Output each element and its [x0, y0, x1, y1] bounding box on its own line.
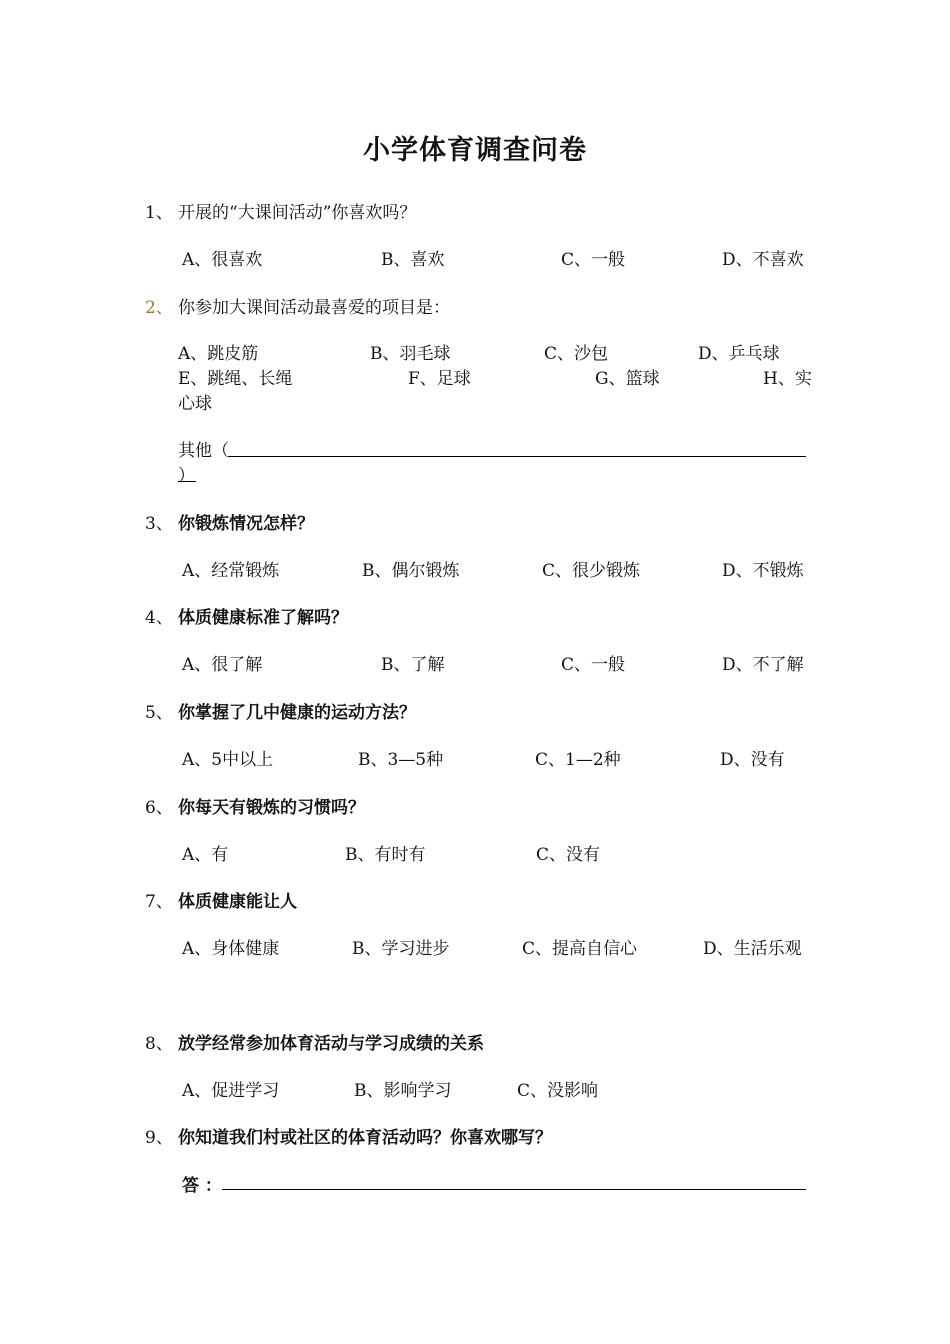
option-c[interactable]: C、很少锻炼	[542, 561, 641, 581]
option-d[interactable]: D、没有	[720, 750, 785, 770]
answer-label: 答 ：	[182, 1176, 222, 1196]
question-number: 3、	[145, 514, 173, 534]
option-a[interactable]: A、很喜欢	[182, 250, 263, 270]
question-number: 2、	[145, 298, 173, 318]
option-d[interactable]: D、乒乓球	[698, 344, 780, 364]
option-b[interactable]: B、偶尔锻炼	[362, 561, 460, 581]
option-b[interactable]: B、学习进步	[352, 939, 450, 959]
question-text: 体质健康标准了解吗？	[178, 608, 348, 628]
page-title: 小学体育调查问卷	[363, 135, 587, 166]
question-2	[145, 293, 450, 318]
option-c[interactable]: C、一般	[561, 655, 626, 675]
option-b[interactable]: B、喜欢	[381, 250, 445, 270]
question-number: 8、	[145, 1034, 173, 1054]
option-d[interactable]: D、不锻炼	[722, 561, 804, 581]
option-a[interactable]: A、身体健康	[182, 939, 280, 959]
question-text: 你知道我们村或社区的体育活动吗？你喜欢哪写？	[178, 1128, 552, 1148]
question-text: 你参加大课间活动最喜爱的项目是：	[178, 298, 450, 318]
option-c[interactable]: C、没影响	[517, 1081, 599, 1101]
option-a[interactable]: A、跳皮筋	[178, 344, 259, 364]
question-number: 1、	[145, 203, 173, 223]
option-a[interactable]: A、5中以上	[182, 750, 274, 770]
option-f[interactable]: F、足球	[408, 369, 471, 389]
question-4	[145, 603, 348, 628]
option-h-continued: 心球	[178, 394, 212, 414]
other-close-underline	[178, 481, 196, 482]
option-d[interactable]: D、生活乐观	[703, 939, 802, 959]
option-e[interactable]: E、跳绳、长绳	[178, 369, 293, 389]
question-8	[145, 1029, 484, 1054]
question-3	[145, 509, 314, 534]
question-text: 体质健康能让人	[178, 892, 297, 912]
question-6	[145, 793, 365, 818]
question-9	[145, 1123, 552, 1148]
option-a[interactable]: A、经常锻炼	[182, 561, 280, 581]
option-c[interactable]: C、1—2种	[535, 750, 621, 770]
question-1	[145, 198, 416, 223]
other-label: 其他（	[178, 441, 229, 461]
other-close: ）	[178, 466, 195, 486]
question-text: 放学经常参加体育活动与学习成绩的关系	[178, 1034, 484, 1054]
option-g[interactable]: G、篮球	[595, 369, 660, 389]
option-b[interactable]: B、影响学习	[354, 1081, 452, 1101]
option-h[interactable]: H、实	[763, 369, 812, 389]
question-number: 9、	[145, 1128, 173, 1148]
option-d[interactable]: D、不喜欢	[722, 250, 804, 270]
question-text: 你每天有锻炼的习惯吗？	[178, 798, 365, 818]
question-text: 你锻炼情况怎样？	[178, 514, 314, 534]
question-number: 4、	[145, 608, 173, 628]
option-b[interactable]: B、羽毛球	[370, 344, 451, 364]
answer-input-line[interactable]	[222, 1189, 806, 1190]
other-input-line[interactable]	[228, 456, 806, 457]
question-7	[145, 887, 297, 912]
question-number: 7、	[145, 892, 173, 912]
option-a[interactable]: A、有	[182, 845, 229, 865]
option-c[interactable]: C、提高自信心	[522, 939, 638, 959]
question-text: 开展的“大课间活动”你喜欢吗？	[178, 203, 417, 223]
option-d[interactable]: D、不了解	[722, 655, 804, 675]
option-c[interactable]: C、没有	[536, 845, 601, 865]
option-b[interactable]: B、有时有	[345, 845, 426, 865]
option-c[interactable]: C、一般	[561, 250, 626, 270]
option-a[interactable]: A、促进学习	[182, 1081, 280, 1101]
option-b[interactable]: B、了解	[381, 655, 445, 675]
option-a[interactable]: A、很了解	[182, 655, 263, 675]
question-number: 5、	[145, 703, 173, 723]
question-text: 你掌握了几中健康的运动方法？	[178, 703, 416, 723]
option-b[interactable]: B、3—5种	[358, 750, 444, 770]
option-c[interactable]: C、沙包	[544, 344, 609, 364]
question-number: 6、	[145, 798, 173, 818]
question-5	[145, 698, 416, 723]
